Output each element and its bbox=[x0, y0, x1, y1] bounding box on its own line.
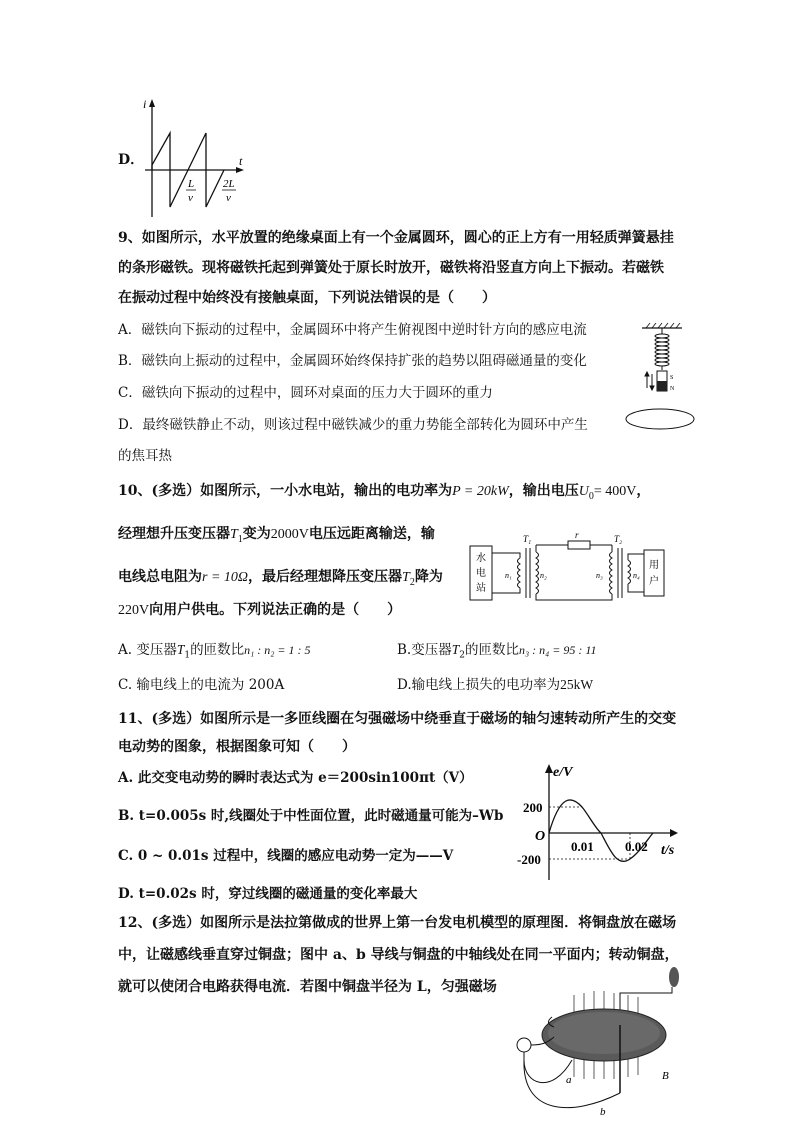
q9-option-c: C．磁铁向下振动的过程中，圆环对桌面的压力大于圆环的重力 bbox=[118, 385, 493, 401]
q10-option-d-value: 25kW bbox=[560, 677, 594, 692]
q10-line-bottom bbox=[536, 594, 612, 600]
q10-power: P = 20kW bbox=[452, 484, 509, 499]
q11-option-a: A. 此交变电动势的瞬时表达式为 e＝200sin100πt（V） bbox=[118, 770, 473, 786]
q10-diagram-n1: n₁ bbox=[505, 571, 512, 580]
q11-x-tick-2: 0.02 bbox=[625, 839, 648, 854]
q12-label-a: a bbox=[566, 1074, 572, 1086]
q8-tick1-den: v bbox=[188, 192, 193, 204]
q10-option-a-pre: A. 变压器 bbox=[118, 642, 177, 658]
q10-option-a-mid: 的匝数比 bbox=[190, 642, 245, 658]
q10-t1-symbol: T bbox=[230, 527, 238, 542]
q10-option-b bbox=[397, 640, 597, 666]
q10-option-b-mid: 的匝数比 bbox=[464, 642, 519, 658]
q10-diagram-n3: n₃ bbox=[596, 571, 603, 580]
q10-wire-4 bbox=[628, 584, 644, 592]
q10-option-b-t2-sub: 2 bbox=[459, 650, 465, 661]
q10-t2-sub: 2 bbox=[409, 576, 415, 588]
q10-option-d-pre: D.输电线上损失的电功率为 bbox=[397, 677, 561, 693]
q9-spring bbox=[655, 328, 669, 370]
q10-t2-secondary-coil bbox=[628, 560, 631, 584]
q9-metal-ring bbox=[626, 409, 694, 429]
q10-option-c: C. 输电线上的电流为 200A bbox=[118, 677, 285, 693]
q11-emf-graph bbox=[515, 760, 695, 885]
q9-magnet-n-half bbox=[657, 381, 667, 391]
q10-stem-4: 向用户供电。下列说法正确的是（ ） bbox=[149, 602, 402, 618]
q10-resistance: r = 10Ω bbox=[202, 570, 249, 585]
q12-label-B: B bbox=[662, 1070, 669, 1082]
q10-stem-line-2 bbox=[118, 524, 435, 550]
q12-wire-a bbox=[524, 1060, 572, 1083]
q11-stem-line-1: 11、(多选）如图所示是一多匝线圈在匀强磁场中绕垂直于磁场的轴匀速转动所产生的交变 bbox=[118, 711, 677, 727]
q10-stem-line-3 bbox=[118, 567, 443, 593]
q9-ceiling-hatch bbox=[646, 323, 680, 328]
q10-voltage-value: = 400V bbox=[593, 484, 637, 499]
q10-option-a-t1: T bbox=[176, 642, 185, 657]
q10-v2000: 2000V bbox=[270, 527, 309, 542]
q10-diagram-n4: n₄ bbox=[633, 571, 640, 580]
q8-graph bbox=[140, 95, 255, 220]
q10-diagram-t2: T₂ bbox=[614, 534, 623, 544]
q10-wire-1 bbox=[492, 553, 520, 558]
q12-stem-line-3: 就可以使闭合电路获得电流．若图中铜盘半径为 L，匀强磁场 bbox=[118, 979, 497, 995]
q10-stem-1c: ， bbox=[636, 483, 651, 499]
q10-user-char-1: 用 bbox=[649, 560, 659, 571]
q12-stem-line-2: 中，让磁感线垂直穿过铜盘；图中 a、b 导线与铜盘的中轴线处在同一平面内；转动铜盘， bbox=[118, 947, 679, 963]
q11-option-b: B. t=0.005s 时,线圈处于中性面位置，此时磁通量可能为–Wb bbox=[118, 808, 504, 824]
q9-option-b: B．磁铁向上振动的过程中，金属圆环始终保持扩张的趋势以阻碍磁通量的变化 bbox=[118, 353, 587, 369]
q10-option-b-pre: B.变压器 bbox=[397, 642, 452, 658]
q8-tick2-num: 2L bbox=[223, 178, 235, 190]
q10-t2-symbol: T bbox=[402, 570, 410, 585]
q12-label-b: b bbox=[600, 1106, 606, 1118]
q10-station-char-2: 电 bbox=[476, 568, 486, 579]
q8-x-label: t bbox=[239, 154, 243, 168]
q11-x-arrow bbox=[670, 829, 678, 837]
q12-bulb bbox=[517, 1038, 531, 1052]
q12-wire-b bbox=[524, 1060, 620, 1108]
q10-option-d bbox=[397, 675, 593, 695]
q10-option-a bbox=[118, 640, 311, 666]
q10-station-char-3: 站 bbox=[476, 583, 486, 594]
q10-stem-2a: 经理想升压变压器 bbox=[118, 526, 230, 542]
q8-tick1-num: L bbox=[188, 178, 195, 190]
q10-diagram-t1: T₁ bbox=[523, 534, 532, 544]
q10-t1-sub: 1 bbox=[237, 533, 243, 545]
q11-origin: O bbox=[535, 829, 546, 844]
q9-option-d-line-1: D．最终磁铁静止不动，则该过程中磁铁减少的重力势能全部转化为圆环中产生 bbox=[118, 417, 588, 433]
q10-stem-2c: 电压远距离输送，输 bbox=[308, 526, 435, 542]
q9-magnet-ring-figure bbox=[620, 322, 700, 437]
q11-stem-line-2: 电动势的图象，根据图象可知（ ） bbox=[118, 739, 356, 755]
q9-stem-line-2: 的条形磁铁。现将磁铁托起到弹簧处于原长时放开，磁铁将沿竖直方向上下振动。若磁铁 bbox=[118, 260, 664, 276]
q9-stem-line-3: 在振动过程中始终没有接触桌面，下列说法错误的是（ ） bbox=[118, 290, 496, 306]
q9-stem-line-1: 9、如图所示，水平放置的绝缘桌面上有一个金属圆环，圆心的正上方有一用轻质弹簧悬挂 bbox=[118, 230, 674, 246]
q10-t1-primary-coil bbox=[518, 558, 521, 588]
q10-diagram-n2: n₂ bbox=[540, 571, 547, 580]
q10-option-b-ratio: n₃ : n₄ = 95 : 11 bbox=[518, 643, 597, 657]
q10-option-b-t2: T bbox=[451, 642, 460, 657]
q8-tick2-den: v bbox=[226, 192, 231, 204]
q10-t2-primary-coil bbox=[610, 552, 613, 594]
q10-user-char-2: 户 bbox=[649, 576, 659, 587]
q8-option-d-label: D． bbox=[118, 152, 145, 168]
q8-y-label: i bbox=[143, 97, 147, 111]
q10-wire-2 bbox=[492, 588, 520, 593]
q9-vibration-arrows bbox=[645, 372, 654, 390]
q10-option-a-ratio: n₁ : n₂ = 1 : 5 bbox=[244, 643, 311, 657]
q9-magnet-s-label: S bbox=[670, 375, 674, 381]
q10-user-box bbox=[644, 550, 664, 596]
q10-voltage-sub: 0 bbox=[588, 490, 594, 502]
q10-stem-line-1 bbox=[118, 481, 650, 507]
q10-v220: 220V bbox=[118, 603, 150, 618]
q11-x-label: t/s bbox=[661, 843, 675, 858]
q10-option-a-t1-sub: 1 bbox=[184, 650, 191, 661]
q12-disk-shade bbox=[548, 1012, 660, 1054]
q12-crank-handle bbox=[669, 967, 679, 987]
q10-wire-3 bbox=[628, 554, 644, 560]
q9-option-d-line-2: 的焦耳热 bbox=[118, 448, 172, 464]
q10-stem-3a: 电线总电阻为 bbox=[118, 569, 202, 585]
q9-magnet-n-label: N bbox=[670, 386, 675, 392]
q9-option-a: A．磁铁向下振动的过程中，金属圆环中将产生俯视图中逆时针方向的感应电流 bbox=[118, 322, 587, 338]
q11-option-d: D. t=0.02s 时，穿过线圈的磁通量的变化率最大 bbox=[118, 886, 418, 902]
q11-y-top: 200 bbox=[523, 800, 543, 815]
q8-y-arrow bbox=[149, 99, 155, 107]
q10-stem-1a: 10、(多选）如图所示，一小水电站，输出的电功率为 bbox=[118, 483, 453, 499]
q10-station-char-1: 水 bbox=[476, 553, 486, 564]
q10-t1-secondary-coil bbox=[536, 552, 539, 594]
q10-resistor bbox=[568, 541, 590, 549]
q11-y-label: e/V bbox=[553, 765, 573, 780]
q11-x-tick-1: 0.01 bbox=[571, 839, 594, 854]
q10-stem-1b: ，输出电压 bbox=[508, 483, 579, 499]
q11-y-bottom: -200 bbox=[517, 852, 541, 867]
q10-power-transmission-diagram bbox=[468, 528, 668, 608]
q10-stem-2b: 变为 bbox=[242, 526, 271, 542]
q10-stem-3b: ，最后经理想降压变压器 bbox=[248, 569, 403, 585]
q10-stem-line-4 bbox=[118, 600, 401, 621]
q11-y-arrow bbox=[545, 764, 553, 773]
q10-stem-3c: 降为 bbox=[414, 569, 443, 585]
q10-voltage-symbol: U bbox=[578, 484, 589, 499]
q10-diagram-r: r bbox=[575, 530, 579, 540]
q12-faraday-disk-figure bbox=[512, 965, 692, 1123]
q11-option-c: C. 0 ~ 0.01s 过程中，线圈的感应电动势一定为——V bbox=[118, 848, 454, 864]
q12-stem-line-1: 12、(多选）如图所示是法拉第做成的世界上第一台发电机模型的原理图．将铜盘放在磁场 bbox=[118, 915, 677, 931]
